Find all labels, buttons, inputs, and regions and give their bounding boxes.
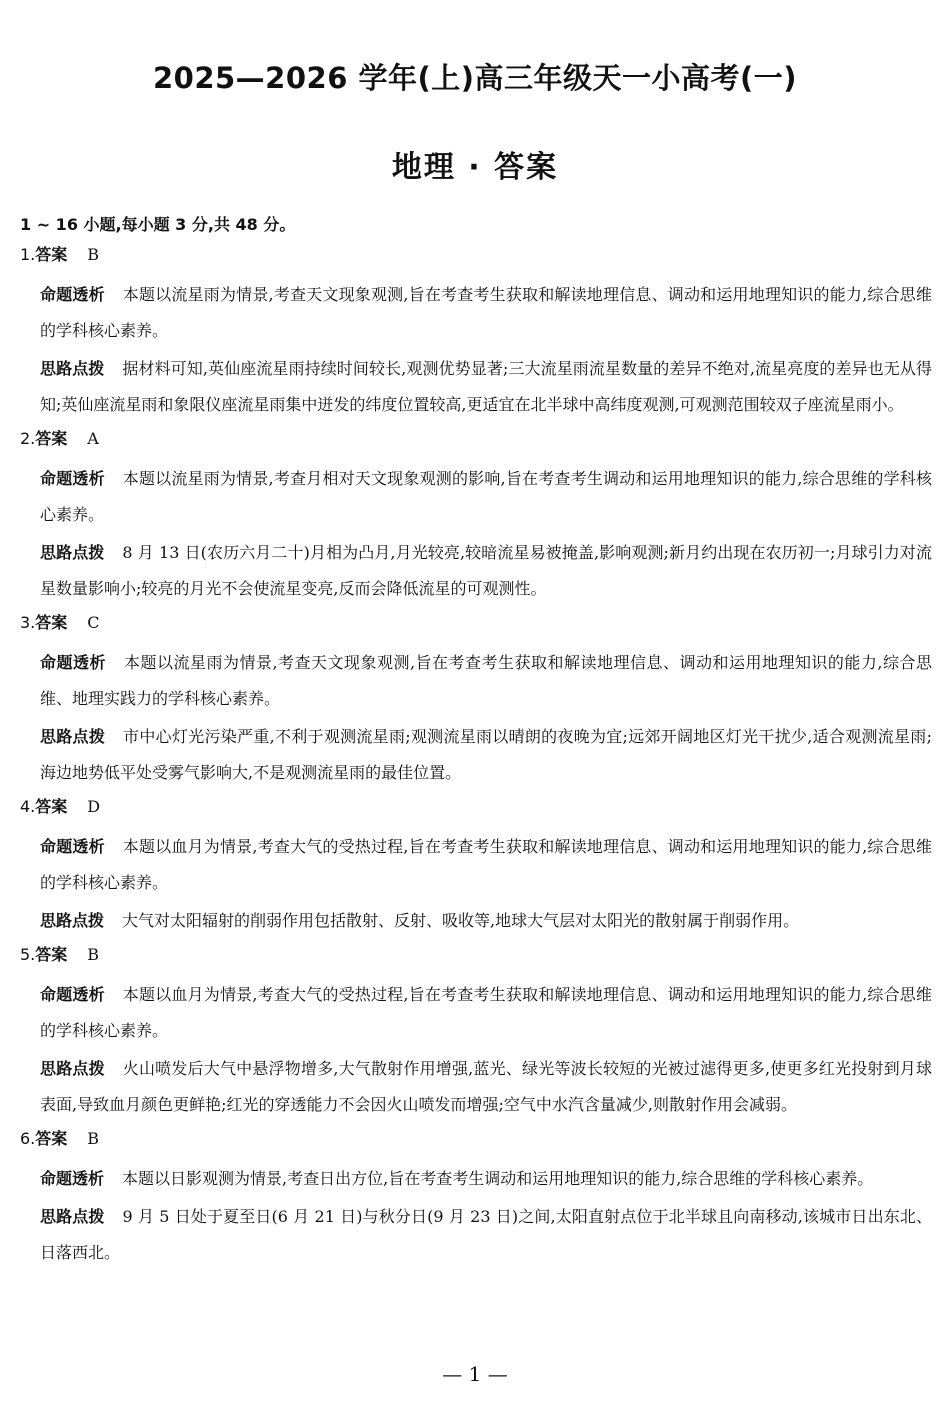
question-header [20,1125,932,1161]
hint-text: 9 月 5 日处于夏至日(6 月 21 日)与秋分日(9 月 23 日)之间,太阳直射点位于北半球且向南移动,该城市日出东北、日落西北。 [40,1207,932,1262]
question-item [20,1125,932,1271]
question-header [20,941,932,977]
answer-choice: B [87,945,100,964]
analysis-paragraph [40,277,932,349]
question-item [20,793,932,939]
page-number: — 1 — [442,1362,508,1386]
analysis-label: 命题透析 [40,469,105,488]
analysis-label: 命题透析 [40,285,105,304]
answer-choice: A [87,429,99,448]
question-number: 2. [20,429,36,448]
answer-label: 答案 [35,797,68,816]
hint-paragraph [40,1199,932,1271]
analysis-text: 本题以血月为情景,考查大气的受热过程,旨在考查考生获取和解读地理信息、调动和运用地理知识的能力,综合思维的学科核心素养。 [40,985,932,1040]
hint-text: 火山喷发后大气中悬浮物增多,大气散射作用增强,蓝光、绿光等波长较短的光被过滤得更多,使更多红光投射到月球表面,导致血月颜色更鲜艳;红光的穿透能力不会因火山喷发而增强;空气中水汽含量减少,则散射作用会减弱。 [40,1059,932,1114]
hint-text: 大气对太阳辐射的削弱作用包括散射、反射、吸收等,地球大气层对太阳光的散射属于削弱作用。 [122,911,800,930]
hint-text: 市中心灯光污染严重,不利于观测流星雨;观测流星雨以晴朗的夜晚为宜;远郊开阔地区灯光干扰少,适合观测流星雨;海边地势低平处受雾气影响大,不是观测流星雨的最佳位置。 [40,727,932,782]
question-number: 4. [20,797,36,816]
answer-label: 答案 [35,613,68,632]
answer-choice: B [87,245,100,264]
question-list [20,241,932,1271]
analysis-paragraph [40,645,932,717]
question-number: 1. [20,245,36,264]
hint-text: 8 月 13 日(农历六月二十)月相为凸月,月光较亮,较暗流星易被掩盖,影响观测;新月约出现在农历初一;月球引力对流星数量影响小;较亮的月光不会使流星变亮,反而会降低流星的可观测性。 [40,543,932,598]
subject-title: 地理 · 答案 [391,150,559,185]
hint-label: 思路点拨 [40,911,105,930]
question-item [20,941,932,1123]
analysis-paragraph [40,1161,932,1197]
question-header [20,609,932,645]
answer-label: 答案 [35,245,68,264]
answer-label: 答案 [35,1129,68,1148]
answer-choice: D [87,797,101,816]
analysis-text: 本题以流星雨为情景,考查天文现象观测,旨在考查考生获取和解读地理信息、调动和运用地理知识的能力,综合思维、地理实践力的学科核心素养。 [40,653,932,708]
hint-label: 思路点拨 [40,727,106,746]
hint-paragraph [40,719,932,791]
analysis-text: 本题以日影观测为情景,考查日出方位,旨在考查考生调动和运用地理知识的能力,综合思维的学科核心素养。 [122,1169,874,1188]
hint-label: 思路点拨 [40,1059,105,1078]
hint-label: 思路点拨 [40,359,105,378]
hint-paragraph [40,903,932,939]
analysis-paragraph [40,461,932,533]
answer-choice: B [87,1129,100,1148]
analysis-paragraph [40,977,932,1049]
answer-choice: C [87,613,100,632]
answer-content [20,211,932,1273]
analysis-label: 命题透析 [40,837,105,856]
question-header [20,241,932,277]
analysis-label: 命题透析 [40,985,105,1004]
question-number: 3. [20,613,36,632]
question-header [20,425,932,461]
question-item [20,609,932,791]
hint-text: 据材料可知,英仙座流星雨持续时间较长,观测优势显著;三大流星雨流星数量的差异不绝对,流星亮度的差异也无从得知;英仙座流星雨和象限仪座流星雨集中迸发的纬度位置较高,更适宜在北半球中高纬度观测,可观测范围较双子座流星雨小。 [40,359,932,414]
hint-label: 思路点拨 [40,543,105,562]
analysis-text: 本题以流星雨为情景,考查月相对天文现象观测的影响,旨在考查考生调动和运用地理知识的能力,综合思维的学科核心素养。 [40,469,932,524]
hint-paragraph [40,351,932,423]
section-intro: 1 ~ 16 小题,每小题 3 分,共 48 分。 [20,215,296,234]
question-header [20,793,932,829]
question-number: 5. [20,945,36,964]
question-number: 6. [20,1129,36,1148]
analysis-label: 命题透析 [40,653,106,672]
hint-paragraph [40,535,932,607]
answer-label: 答案 [35,945,68,964]
analysis-paragraph [40,829,932,901]
analysis-text: 本题以流星雨为情景,考查天文现象观测,旨在考查考生获取和解读地理信息、调动和运用地理知识的能力,综合思维的学科核心素养。 [40,285,932,340]
analysis-text: 本题以血月为情景,考查大气的受热过程,旨在考查考生获取和解读地理信息、调动和运用地理知识的能力,综合思维的学科核心素养。 [40,837,932,892]
exam-title: 2025—2026 学年(上)高三年级天一小高考(一) [152,61,798,95]
hint-label: 思路点拨 [40,1207,105,1226]
answer-label: 答案 [35,429,68,448]
hint-paragraph [40,1051,932,1123]
analysis-label: 命题透析 [40,1169,105,1188]
question-item [20,425,932,607]
question-item [20,241,932,423]
